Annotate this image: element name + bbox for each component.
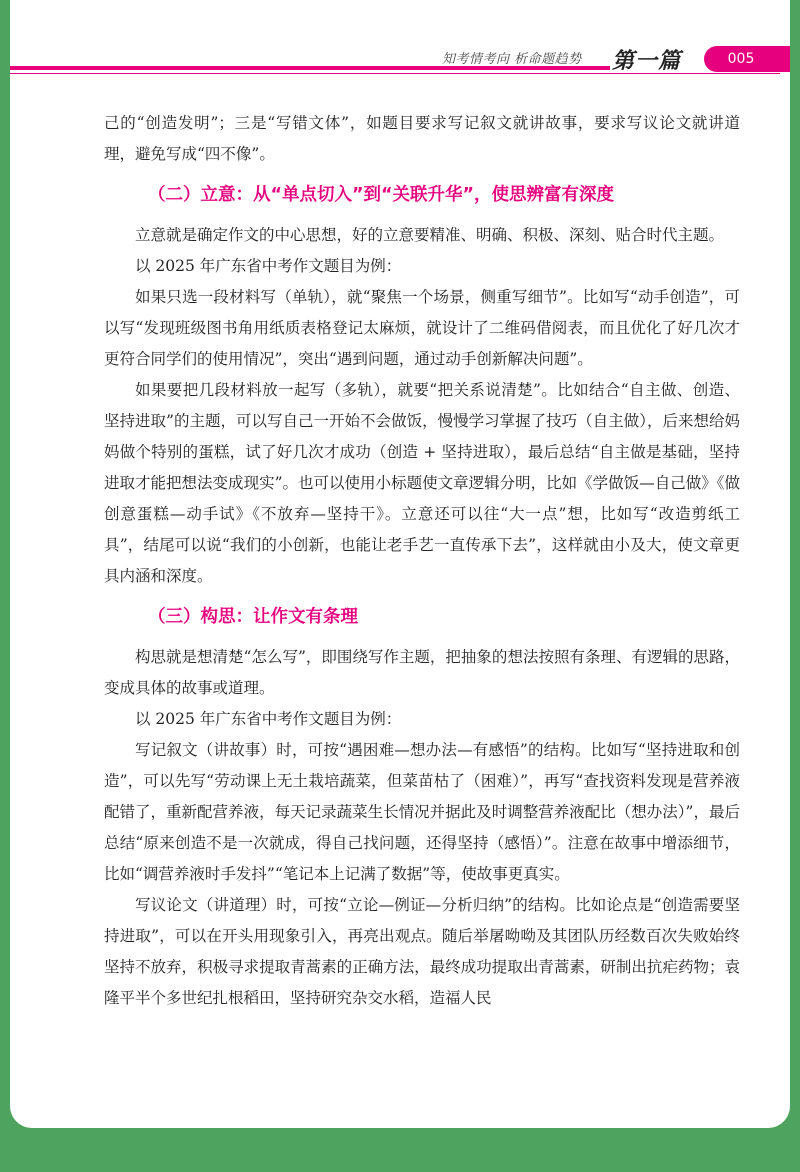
paragraph: 如果只选一段材料写（单轨），就“聚焦一个场景，侧重写细节”。比如写“动手创造”，可以写“发现班级图书角用纸质表格登记太麻烦，就设计了二维码借阅表，而且优化了好几次才更符合同学们的使用情况”，突出“遇到问题，通过动手创新解决问题”。 — [104, 288, 740, 368]
paragraph: 写记叙文（讲故事）时，可按“遇困难—想办法—有感悟”的结构。比如写“坚持进取和创造”，可以先写“劳动课上无土栽培蔬菜，但菜苗枯了（困难）”，再写“查找资料发现是营养液配错了，重新配营养液，每天记录蔬菜生长情况并据此及时调整营养液配比（想办法）”，最后总结“原来创造不是一次就成，得自己找问题，还得坚持（感悟）”。注意在故事中增添细节，比如“调营养液时手发抖”“笔记本上记满了数据”等，使故事更真实。 — [104, 741, 740, 883]
paragraph: 如果要把几段材料放一起写（多轨），就要“把关系说清楚”。比如结合“自主做、创造、坚持进取”的主题，可以写自己一开始不会做饭，慢慢学习掌握了技巧（自主做），后来想给妈妈做个特别的蛋糕，试了好几次才成功（创造 + 坚持进取），最后总结“自主做是基础，坚持进取才能把想法变成现实”。也可以使用小标题使文章逻辑分明，比如《学做饭—自己做》《做创意蛋糕—动手试》《不放弃—坚持干》。立意还可以往“大一点”想，比如写“改造剪纸工具”，结尾可以说“我们的小创新，也能让老手艺一直传承下去”，这样就由小及大，使文章更具内涵和深度。 — [104, 381, 740, 585]
paragraph: 以 2025 年广东省中考作文题目为例： — [135, 257, 402, 275]
page — [10, 0, 790, 1128]
header-part-title: 第一篇 — [612, 49, 682, 74]
paragraph: 立意就是确定作文的中心思想，好的立意要精准、明确、积极、深刻、贴合时代主题。 — [135, 226, 725, 244]
header-tagline: 知考情考向 析命题趋势 — [442, 52, 582, 67]
page-number-badge: 005 — [704, 46, 790, 72]
paragraph: 己的“创造发明”；三是“写错文体”，如题目要求写记叙文就讲故事，要求写议论文就讲道理，避免写成“四不像”。 — [104, 114, 740, 163]
paragraph: 以 2025 年广东省中考作文题目为例： — [135, 710, 402, 728]
paragraph: 构思就是想清楚“怎么写”，即围绕写作主题，把抽象的想法按照有条理、有逻辑的思路，变成具体的故事或道理。 — [104, 648, 740, 697]
article-body — [104, 108, 740, 1014]
section-heading: （三）构思：让作文有条理 — [148, 607, 358, 627]
paragraph: 写议论文（讲道理）时，可按“立论—例证—分析归纳”的结构。比如论点是“创造需要坚持进取”，可以在开头用现象引入，再亮出观点。随后举屠呦呦及其团队历经数百次失败始终坚持不放弃，积极寻求提取青蒿素的正确方法，最终成功提取出青蒿素，研制出抗疟药物；袁隆平半个多世纪扎根稻田，坚持研究杂交水稻，造福人民 — [104, 896, 740, 1007]
section-heading: （二）立意：从“单点切入”到“关联升华”，使思辨富有深度 — [148, 185, 615, 205]
